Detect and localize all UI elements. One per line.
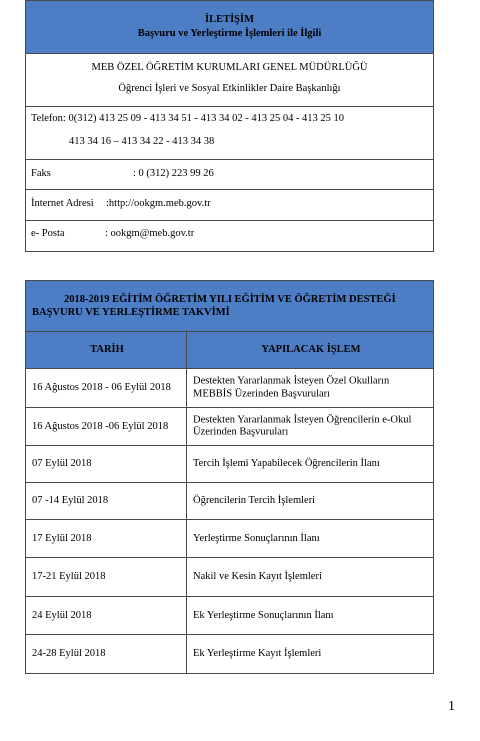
schedule-title-line-1: 2018-2019 EĞİTİM ÖĞRETİM YILI EĞİTİM VE ÖĞRETİM DESTEĞİ <box>64 294 396 305</box>
row-date: 24-28 Eylül 2018 <box>32 647 106 659</box>
header-action: YAPILACAK İŞLEM <box>261 343 361 355</box>
row-action: Yerleştirme Sonuçlarının İlanı <box>193 532 320 544</box>
row-date: 24 Eylül 2018 <box>32 609 92 621</box>
fax-label: Faks <box>31 168 51 179</box>
table-row <box>26 558 433 597</box>
email-value[interactable]: : ookgm@meb.gov.tr <box>105 228 195 239</box>
phone-row <box>26 107 433 160</box>
schedule-table <box>25 280 434 674</box>
row-action: Destekten Yararlanmak İsteyen Özel Okulların MEBBİS Üzerinden Başvuruları <box>193 375 390 399</box>
org-department: Öğrenci İşleri ve Sosyal Etkinlikler Daire Başkanlığı <box>118 83 341 94</box>
table-row <box>26 520 433 558</box>
email-label: e- Posta <box>31 228 65 239</box>
contact-table <box>25 0 434 252</box>
row-action: Tercih İşlemi Yapabilecek Öğrencilerin İlanı <box>193 457 380 469</box>
row-date: 07 Eylül 2018 <box>32 457 92 469</box>
header-action-cell <box>187 332 433 368</box>
table-row <box>26 635 433 673</box>
schedule-header-row <box>26 332 433 369</box>
row-action: Ek Yerleştirme Kayıt İşlemleri <box>193 647 322 659</box>
row-action: Nakil ve Kesin Kayıt İşlemleri <box>193 570 322 582</box>
web-label: İnternet Adresi <box>31 198 94 209</box>
contact-header <box>26 1 433 54</box>
table-row <box>26 408 433 446</box>
row-date: 07 -14 Eylül 2018 <box>32 494 109 506</box>
page-number: 1 <box>448 699 455 714</box>
phone-line-1: Telefon: 0(312) 413 25 09 - 413 34 51 - 413 34 02 - 413 25 04 - 413 25 10 <box>31 113 345 124</box>
row-date: 17 Eylül 2018 <box>32 532 92 544</box>
header-date: TARİH <box>90 343 124 355</box>
table-row <box>26 369 433 408</box>
table-row <box>26 446 433 483</box>
contact-subtitle: Başvuru ve Yerleştirme İşlemleri ile İlgili <box>137 28 322 39</box>
org-name: MEB ÖZEL ÖĞRETİM KURUMLARI GENEL MÜDÜRLÜĞÜ <box>91 62 368 73</box>
org-row <box>26 54 433 107</box>
row-action: Destekten Yararlanmak İsteyen Öğrencilerin e-Okul Üzerinden Başvuruları <box>193 414 412 438</box>
row-action: Ek Yerleştirme Sonuçlarının İlanı <box>193 609 334 621</box>
schedule-title-row <box>26 281 433 332</box>
row-date: 17-21 Eylül 2018 <box>32 570 106 582</box>
contact-title: İLETİŞİM <box>204 14 255 25</box>
table-row <box>26 597 433 635</box>
web-row <box>26 190 433 221</box>
web-value[interactable]: :http://ookgm.meb.gov.tr <box>106 198 211 209</box>
phone-line-2: 413 34 16 – 413 34 22 - 413 34 38 <box>69 136 215 147</box>
table-row <box>26 483 433 520</box>
fax-value: : 0 (312) 223 99 26 <box>133 168 214 179</box>
header-date-cell <box>26 332 187 368</box>
email-row <box>26 221 433 251</box>
fax-row <box>26 160 433 190</box>
row-date: 16 Ağustos 2018 -06 Eylül 2018 <box>32 420 169 432</box>
row-date: 16 Ağustos 2018 - 06 Eylül 2018 <box>32 381 171 393</box>
schedule-title-line-2: BAŞVURU VE YERLEŞTİRME TAKVİMİ <box>32 307 230 318</box>
row-action: Öğrencilerin Tercih İşlemleri <box>193 494 316 506</box>
